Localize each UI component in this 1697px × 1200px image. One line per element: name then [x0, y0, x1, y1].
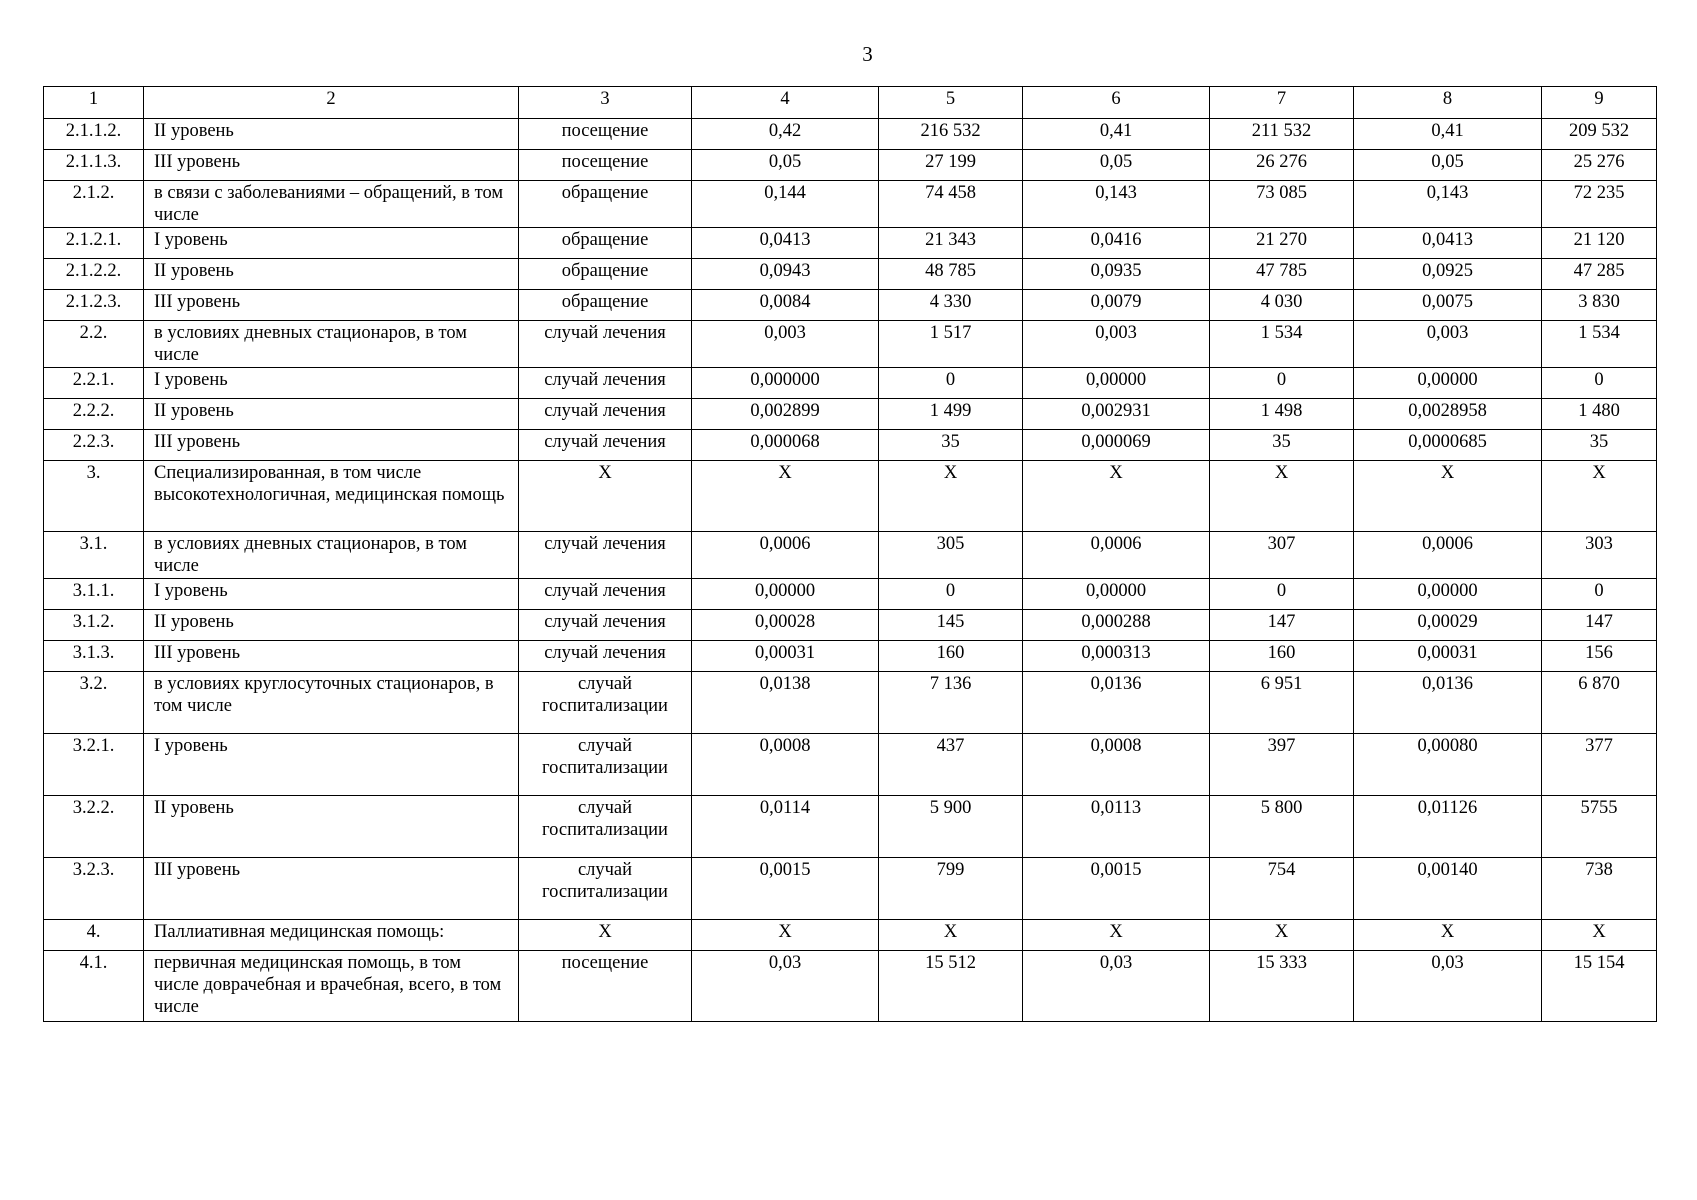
column-header: 9 [1542, 87, 1657, 119]
table-cell: 21 270 [1210, 228, 1354, 259]
table-cell: 0,0413 [1354, 228, 1542, 259]
table-cell: 47 285 [1542, 259, 1657, 290]
table-cell: 156 [1542, 641, 1657, 672]
table-cell: 307 [1210, 532, 1354, 579]
table-cell: в условиях дневных стационаров, в том числе [144, 532, 519, 579]
table-cell: 2.1.1.2. [44, 119, 144, 150]
table-cell: Х [1354, 920, 1542, 951]
table-cell: 0,00080 [1354, 734, 1542, 796]
table-cell: 2.1.1.3. [44, 150, 144, 181]
table-cell: случай лечения [519, 579, 692, 610]
table-cell: случай лечения [519, 399, 692, 430]
table-cell: 0,0015 [1023, 858, 1210, 920]
table-cell: 0,0416 [1023, 228, 1210, 259]
table-cell: 26 276 [1210, 150, 1354, 181]
table-row [44, 228, 1657, 259]
table-cell: 27 199 [879, 150, 1023, 181]
table-cell: 397 [1210, 734, 1354, 796]
table-cell: 0 [1210, 579, 1354, 610]
table-cell: 0,03 [1023, 951, 1210, 1022]
table-cell: 0,002899 [692, 399, 879, 430]
table-cell: 303 [1542, 532, 1657, 579]
table-cell: 0,42 [692, 119, 879, 150]
table-cell: I уровень [144, 228, 519, 259]
table-row [44, 150, 1657, 181]
table-cell: 4.1. [44, 951, 144, 1022]
table-cell: 754 [1210, 858, 1354, 920]
table-row [44, 672, 1657, 734]
table-cell: 799 [879, 858, 1023, 920]
table-cell: II уровень [144, 796, 519, 858]
table-cell: 3.1.3. [44, 641, 144, 672]
table-cell: 0,0413 [692, 228, 879, 259]
table-cell: 2.2.1. [44, 368, 144, 399]
table-cell: 0,0015 [692, 858, 879, 920]
table-cell: 160 [879, 641, 1023, 672]
table-cell: II уровень [144, 259, 519, 290]
table-cell: случай госпитализации [519, 796, 692, 858]
table-cell: 35 [1542, 430, 1657, 461]
table-cell: II уровень [144, 610, 519, 641]
table-cell: 0,0084 [692, 290, 879, 321]
table-row [44, 368, 1657, 399]
table-row [44, 430, 1657, 461]
table-cell: III уровень [144, 150, 519, 181]
table-cell: 2.2.2. [44, 399, 144, 430]
table-cell: 0,0136 [1354, 672, 1542, 734]
table-cell: 21 343 [879, 228, 1023, 259]
table-cell: 3.1.2. [44, 610, 144, 641]
table-cell: 211 532 [1210, 119, 1354, 150]
column-header: 7 [1210, 87, 1354, 119]
table-cell: 15 512 [879, 951, 1023, 1022]
table-cell: 377 [1542, 734, 1657, 796]
table-cell: обращение [519, 259, 692, 290]
table-cell: 0,00140 [1354, 858, 1542, 920]
table-cell: 0 [1210, 368, 1354, 399]
data-table [43, 86, 1657, 1022]
table-cell: 209 532 [1542, 119, 1657, 150]
table-cell: 35 [879, 430, 1023, 461]
table-cell: III уровень [144, 858, 519, 920]
table-cell: случай лечения [519, 610, 692, 641]
column-header: 4 [692, 87, 879, 119]
table-cell: 7 136 [879, 672, 1023, 734]
table-cell: II уровень [144, 399, 519, 430]
table-cell: посещение [519, 119, 692, 150]
table-cell: случай госпитализации [519, 672, 692, 734]
column-header: 8 [1354, 87, 1542, 119]
table-cell: 74 458 [879, 181, 1023, 228]
table-cell: 0,05 [692, 150, 879, 181]
table-cell: III уровень [144, 290, 519, 321]
table-cell: 4 330 [879, 290, 1023, 321]
table-cell: случай лечения [519, 321, 692, 368]
table-cell: 0,0943 [692, 259, 879, 290]
table-cell: 3.1.1. [44, 579, 144, 610]
table-cell: 2.1.2.2. [44, 259, 144, 290]
table-cell: 0,000288 [1023, 610, 1210, 641]
table-cell: 2.1.2. [44, 181, 144, 228]
table-cell: Х [692, 461, 879, 532]
table-cell: в условиях круглосуточных стационаров, в том числе [144, 672, 519, 734]
table-cell: 3.1. [44, 532, 144, 579]
table-cell: 21 120 [1542, 228, 1657, 259]
table-cell: 0,05 [1354, 150, 1542, 181]
table-cell: случай лечения [519, 532, 692, 579]
table-cell: 216 532 [879, 119, 1023, 150]
table-cell: в условиях дневных стационаров, в том числе [144, 321, 519, 368]
table-cell: 738 [1542, 858, 1657, 920]
table-cell: III уровень [144, 641, 519, 672]
table-row [44, 181, 1657, 228]
table-cell: 0,000068 [692, 430, 879, 461]
table-cell: 48 785 [879, 259, 1023, 290]
table-cell: 0,003 [692, 321, 879, 368]
page-number: 3 [862, 42, 873, 66]
table-row [44, 951, 1657, 1022]
table-cell: Специализированная, в том числе высокотехнологичная, медицинская помощь [144, 461, 519, 532]
table-cell: Х [1354, 461, 1542, 532]
table-cell: 0,0138 [692, 672, 879, 734]
table-row [44, 920, 1657, 951]
table-cell: 15 333 [1210, 951, 1354, 1022]
table-row [44, 858, 1657, 920]
table-cell: 1 534 [1210, 321, 1354, 368]
table-cell: 147 [1542, 610, 1657, 641]
table-cell: 0,00029 [1354, 610, 1542, 641]
table-cell: 0,0008 [1023, 734, 1210, 796]
table-cell: 0,00000 [1354, 368, 1542, 399]
column-header: 6 [1023, 87, 1210, 119]
table-cell: 0,00000 [1023, 368, 1210, 399]
table-cell: 2.1.2.3. [44, 290, 144, 321]
table-row [44, 259, 1657, 290]
table-cell: 0,000313 [1023, 641, 1210, 672]
table-cell: обращение [519, 290, 692, 321]
table-cell: 0 [879, 368, 1023, 399]
table-cell: 4. [44, 920, 144, 951]
table-cell: 0,002931 [1023, 399, 1210, 430]
table-cell: 0,00031 [1354, 641, 1542, 672]
table-cell: 3.2.3. [44, 858, 144, 920]
table-cell: 0,0079 [1023, 290, 1210, 321]
table-cell: I уровень [144, 368, 519, 399]
table-cell: 0,00000 [1354, 579, 1542, 610]
table-cell: Х [1023, 920, 1210, 951]
table-cell: 0,00028 [692, 610, 879, 641]
table-cell: 3 830 [1542, 290, 1657, 321]
column-header: 2 [144, 87, 519, 119]
table-cell: Х [1210, 920, 1354, 951]
table-cell: III уровень [144, 430, 519, 461]
table-cell: первичная медицинская помощь, в том числе доврачебная и врачебная, всего, в том числе [144, 951, 519, 1022]
table-cell: 4 030 [1210, 290, 1354, 321]
table-row [44, 119, 1657, 150]
table-cell: 0 [1542, 579, 1657, 610]
table-cell: случай лечения [519, 368, 692, 399]
table-cell: 6 951 [1210, 672, 1354, 734]
table-cell: 0,0006 [692, 532, 879, 579]
table-cell: 0 [1542, 368, 1657, 399]
table-cell: 25 276 [1542, 150, 1657, 181]
column-header: 3 [519, 87, 692, 119]
table-cell: 305 [879, 532, 1023, 579]
table-cell: 0,000069 [1023, 430, 1210, 461]
table-cell: 1 517 [879, 321, 1023, 368]
table-cell: случай лечения [519, 430, 692, 461]
table-cell: I уровень [144, 734, 519, 796]
table-cell: 35 [1210, 430, 1354, 461]
table-cell: 0,0008 [692, 734, 879, 796]
table-cell: Х [519, 461, 692, 532]
table-cell: случай лечения [519, 641, 692, 672]
table-cell: в связи с заболеваниями – обращений, в том числе [144, 181, 519, 228]
table-cell: Х [519, 920, 692, 951]
column-header: 1 [44, 87, 144, 119]
table-row [44, 734, 1657, 796]
table-cell: 0,00000 [692, 579, 879, 610]
table-cell: 73 085 [1210, 181, 1354, 228]
table-cell: 0,00000 [1023, 579, 1210, 610]
table-cell: 0,00031 [692, 641, 879, 672]
table-cell: обращение [519, 228, 692, 259]
table-cell: Х [1023, 461, 1210, 532]
table-cell: посещение [519, 150, 692, 181]
table-row [44, 532, 1657, 579]
table-cell: 0,05 [1023, 150, 1210, 181]
table-cell: 0,0114 [692, 796, 879, 858]
table-cell: 0,0935 [1023, 259, 1210, 290]
table-cell: 1 499 [879, 399, 1023, 430]
table-row [44, 579, 1657, 610]
table-cell: Х [1210, 461, 1354, 532]
table-cell: 0 [879, 579, 1023, 610]
table-cell: Х [879, 920, 1023, 951]
table-cell: Х [692, 920, 879, 951]
table-cell: 0,01126 [1354, 796, 1542, 858]
table-cell: 160 [1210, 641, 1354, 672]
table-cell: Х [1542, 461, 1657, 532]
table-cell: 1 498 [1210, 399, 1354, 430]
table-cell: Х [1542, 920, 1657, 951]
table-cell: 1 534 [1542, 321, 1657, 368]
table-cell: 5 900 [879, 796, 1023, 858]
table-cell: II уровень [144, 119, 519, 150]
table-cell: 0,003 [1023, 321, 1210, 368]
table-cell: Паллиативная медицинская помощь: [144, 920, 519, 951]
table-row [44, 461, 1657, 532]
table-cell: случай госпитализации [519, 734, 692, 796]
table-cell: 0,000000 [692, 368, 879, 399]
table-cell: 1 480 [1542, 399, 1657, 430]
table-row [44, 641, 1657, 672]
table-cell: 0,143 [1023, 181, 1210, 228]
table-cell: 0,0075 [1354, 290, 1542, 321]
table-cell: 437 [879, 734, 1023, 796]
table-row [44, 399, 1657, 430]
table-cell: 0,41 [1023, 119, 1210, 150]
table-cell: I уровень [144, 579, 519, 610]
table-cell: 0,144 [692, 181, 879, 228]
table-row [44, 290, 1657, 321]
table-cell: обращение [519, 181, 692, 228]
table-cell: 3.2. [44, 672, 144, 734]
table-cell: 72 235 [1542, 181, 1657, 228]
table-cell: 0,41 [1354, 119, 1542, 150]
table-cell: 0,03 [1354, 951, 1542, 1022]
table-cell: 47 785 [1210, 259, 1354, 290]
table-row [44, 321, 1657, 368]
table-cell: 5 800 [1210, 796, 1354, 858]
table-cell: 3.2.1. [44, 734, 144, 796]
table-cell: 2.1.2.1. [44, 228, 144, 259]
table-cell: 0,0925 [1354, 259, 1542, 290]
header-row [44, 87, 1657, 119]
table-cell: 0,143 [1354, 181, 1542, 228]
table-cell: 0,0000685 [1354, 430, 1542, 461]
table-cell: 3. [44, 461, 144, 532]
table-cell: 0,0113 [1023, 796, 1210, 858]
table-cell: случай госпитализации [519, 858, 692, 920]
table-cell: 5755 [1542, 796, 1657, 858]
table-row [44, 610, 1657, 641]
column-header: 5 [879, 87, 1023, 119]
table-cell: 0,003 [1354, 321, 1542, 368]
table-cell: 2.2. [44, 321, 144, 368]
table-row [44, 796, 1657, 858]
table-cell: Х [879, 461, 1023, 532]
table-cell: 0,0006 [1354, 532, 1542, 579]
table-cell: 0,0028958 [1354, 399, 1542, 430]
table-cell: 0,0006 [1023, 532, 1210, 579]
table-cell: 147 [1210, 610, 1354, 641]
table-cell: 0,0136 [1023, 672, 1210, 734]
table-cell: 15 154 [1542, 951, 1657, 1022]
table-cell: 145 [879, 610, 1023, 641]
table-cell: 3.2.2. [44, 796, 144, 858]
table-cell: 0,03 [692, 951, 879, 1022]
table-cell: 6 870 [1542, 672, 1657, 734]
table-cell: посещение [519, 951, 692, 1022]
table-cell: 2.2.3. [44, 430, 144, 461]
